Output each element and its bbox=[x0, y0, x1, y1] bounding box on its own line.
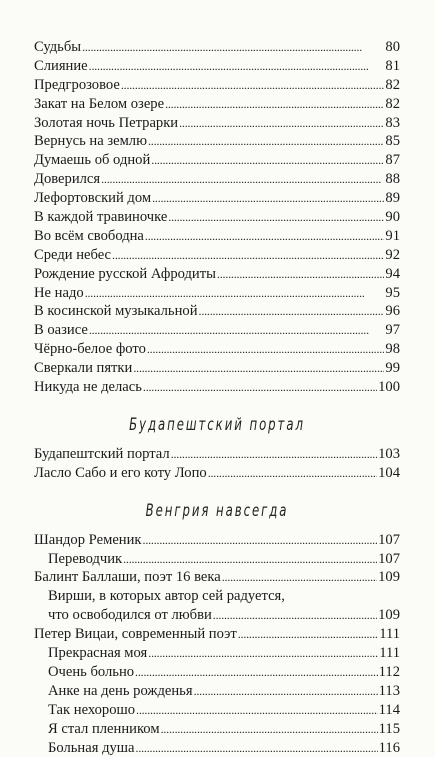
toc-page: 82 bbox=[385, 76, 400, 95]
leader-dots bbox=[194, 682, 378, 701]
toc-entry bbox=[34, 321, 400, 340]
leader-dots bbox=[213, 606, 377, 625]
leader-dots bbox=[101, 170, 384, 189]
toc-page: 104 bbox=[378, 464, 400, 483]
table-of-contents bbox=[34, 38, 400, 757]
toc-page: 80 bbox=[385, 38, 400, 57]
toc-entry bbox=[34, 246, 400, 265]
toc-title: Петер Вицаи, современный поэт bbox=[34, 625, 237, 644]
toc-entry bbox=[34, 701, 400, 720]
leader-dots bbox=[217, 265, 384, 284]
toc-page: 96 bbox=[385, 302, 400, 321]
toc-title: Лефортовский дом bbox=[34, 189, 151, 208]
leader-dots bbox=[148, 644, 378, 663]
toc-title: Золотая ночь Петрарки bbox=[34, 114, 178, 133]
section-heading: Будапештский портал bbox=[74, 411, 359, 436]
toc-page: 85 bbox=[385, 132, 400, 151]
toc-title: Больная душа bbox=[48, 739, 135, 757]
toc-entry bbox=[34, 359, 400, 378]
toc-page: 95 bbox=[385, 284, 400, 303]
toc-title: Никуда не делась bbox=[34, 378, 142, 397]
toc-title: Переводчик bbox=[48, 550, 122, 569]
toc-entry bbox=[34, 340, 400, 359]
toc-entry bbox=[34, 625, 400, 644]
toc-page: 82 bbox=[385, 95, 400, 114]
toc-page: 115 bbox=[379, 720, 400, 739]
toc-title: Вирши, в которых автор сей радуется, bbox=[48, 587, 285, 606]
toc-page: 89 bbox=[385, 189, 400, 208]
toc-page: 90 bbox=[385, 208, 400, 227]
toc-page: 94 bbox=[385, 265, 400, 284]
leader-dots bbox=[135, 663, 378, 682]
toc-title: Чёрно-белое фото bbox=[34, 340, 146, 359]
toc-title: Я стал пленником bbox=[48, 720, 160, 739]
toc-title: Во всём свободна bbox=[34, 227, 144, 246]
toc-page: 83 bbox=[385, 114, 400, 133]
toc-page: 109 bbox=[378, 606, 400, 625]
toc-title: В каждой травиночке bbox=[34, 208, 167, 227]
toc-entry bbox=[34, 76, 400, 95]
leader-dots bbox=[133, 359, 384, 378]
leader-dots bbox=[238, 625, 378, 644]
toc-entry bbox=[34, 132, 400, 151]
toc-page: 81 bbox=[385, 57, 400, 76]
leader-dots bbox=[143, 378, 377, 397]
toc-page: 87 bbox=[385, 151, 400, 170]
leader-dots bbox=[208, 464, 377, 483]
toc-page: 91 bbox=[385, 227, 400, 246]
leader-dots bbox=[143, 531, 378, 550]
toc-title: Доверился bbox=[34, 170, 100, 189]
leader-dots bbox=[171, 445, 377, 464]
toc-title: Сверкали пятки bbox=[34, 359, 132, 378]
leader-dots bbox=[123, 550, 377, 569]
toc-entry bbox=[34, 720, 400, 739]
toc-page: 100 bbox=[378, 378, 400, 397]
toc-entry bbox=[34, 739, 400, 757]
toc-title: Очень больно bbox=[48, 663, 134, 682]
toc-title: Предгрозовое bbox=[34, 76, 120, 95]
leader-dots bbox=[148, 132, 384, 151]
toc-entry bbox=[34, 208, 400, 227]
leader-dots bbox=[121, 76, 385, 95]
toc-entry bbox=[34, 57, 400, 76]
toc-entry-line1 bbox=[34, 587, 400, 606]
toc-entry bbox=[34, 170, 400, 189]
toc-title: Балинт Баллаши, поэт 16 века bbox=[34, 568, 221, 587]
toc-title: что освободился от любви bbox=[48, 606, 212, 625]
toc-entry bbox=[34, 189, 400, 208]
toc-page: 112 bbox=[379, 663, 400, 682]
toc-page: 116 bbox=[379, 739, 400, 757]
leader-dots bbox=[161, 720, 378, 739]
toc-entry bbox=[34, 663, 400, 682]
leader-dots bbox=[89, 57, 385, 76]
toc-entry bbox=[34, 644, 400, 663]
toc-page: 98 bbox=[385, 340, 400, 359]
toc-title: Рождение русской Афродиты bbox=[34, 265, 216, 284]
leader-dots bbox=[85, 284, 385, 303]
toc-title: Так нехорошо bbox=[48, 701, 135, 720]
toc-title: Среди небес bbox=[34, 246, 111, 265]
toc-entry bbox=[34, 38, 400, 57]
leader-dots bbox=[179, 114, 384, 133]
toc-entry bbox=[34, 606, 400, 625]
leader-dots bbox=[165, 95, 384, 114]
toc-title: Не надо bbox=[34, 284, 84, 303]
leader-dots bbox=[199, 302, 385, 321]
toc-page: 97 bbox=[385, 321, 400, 340]
toc-title: Прекрасная моя bbox=[48, 644, 147, 663]
leader-dots bbox=[82, 38, 384, 57]
toc-entry bbox=[34, 531, 400, 550]
toc-entry bbox=[34, 227, 400, 246]
toc-title: Ласло Сабо и его коту Лопо bbox=[34, 464, 207, 483]
toc-entry bbox=[34, 682, 400, 701]
toc-page: 111 bbox=[379, 644, 400, 663]
leader-dots bbox=[147, 340, 385, 359]
leader-dots bbox=[145, 227, 385, 246]
toc-title: В оазисе bbox=[34, 321, 88, 340]
toc-page: 114 bbox=[379, 701, 400, 720]
leader-dots bbox=[112, 246, 384, 265]
leader-dots bbox=[168, 208, 384, 227]
section-heading: Венгрия навсегда bbox=[74, 497, 359, 522]
toc-entry bbox=[34, 284, 400, 303]
toc-title: Думаешь об одной bbox=[34, 151, 150, 170]
leader-dots bbox=[151, 151, 384, 170]
toc-page: 113 bbox=[379, 682, 400, 701]
toc-page: 99 bbox=[385, 359, 400, 378]
leader-dots bbox=[136, 701, 378, 720]
toc-title: Шандор Ременик bbox=[34, 531, 142, 550]
toc-entry bbox=[34, 445, 400, 464]
toc-entry bbox=[34, 265, 400, 284]
toc-page: 88 bbox=[385, 170, 400, 189]
toc-title: Слияние bbox=[34, 57, 88, 76]
toc-title: Закат на Белом озере bbox=[34, 95, 164, 114]
toc-entry bbox=[34, 302, 400, 321]
toc-page: 92 bbox=[385, 246, 400, 265]
toc-entry bbox=[34, 95, 400, 114]
toc-entry bbox=[34, 464, 400, 483]
toc-page: 107 bbox=[378, 531, 400, 550]
toc-entry bbox=[34, 568, 400, 587]
toc-title: В косинской музыкальной bbox=[34, 302, 198, 321]
toc-page: 109 bbox=[378, 568, 400, 587]
toc-title: Вернусь на землю bbox=[34, 132, 147, 151]
leader-dots bbox=[152, 189, 384, 208]
toc-entry bbox=[34, 378, 400, 397]
toc-entry bbox=[34, 151, 400, 170]
toc-page: 107 bbox=[378, 550, 400, 569]
toc-title: Анке на день рожденья bbox=[48, 682, 193, 701]
leader-dots bbox=[89, 321, 385, 340]
toc-entry bbox=[34, 114, 400, 133]
toc-page: 103 bbox=[378, 445, 400, 464]
toc-page: 111 bbox=[379, 625, 400, 644]
toc-title: Судьбы bbox=[34, 38, 81, 57]
leader-dots bbox=[222, 568, 377, 587]
toc-entry bbox=[34, 550, 400, 569]
leader-dots bbox=[136, 739, 378, 757]
toc-title: Будапештский портал bbox=[34, 445, 170, 464]
